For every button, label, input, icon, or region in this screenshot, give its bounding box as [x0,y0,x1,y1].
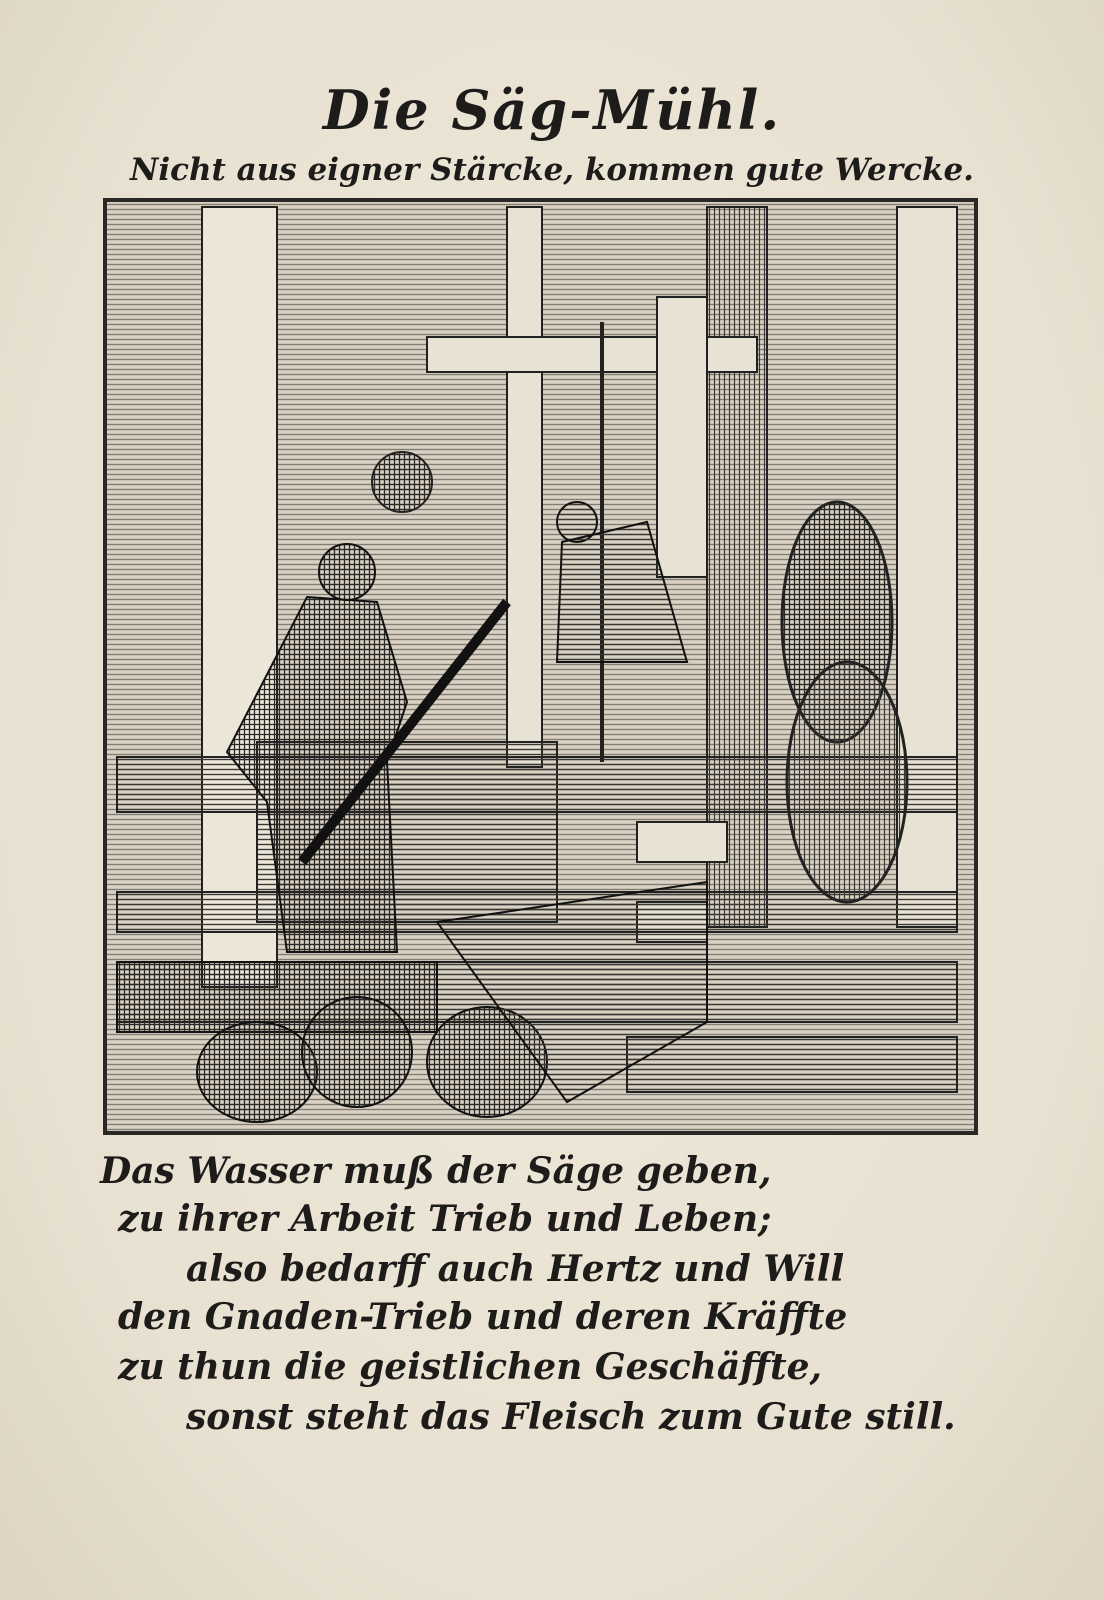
verse-line: den Gnaden-Trieb und deren Kräffte [118,1296,848,1338]
verse-line: zu ihrer Arbeit Trieb und Leben; [118,1198,772,1240]
verse-line: zu thun die geistlichen Geschäffte, [118,1346,823,1388]
verse-line: Das Wasser muß der Säge geben, [100,1150,772,1192]
engraving-sawmill [103,198,978,1135]
page-title: Die Säg-Mühl. [322,78,782,142]
weight [372,452,432,512]
motto: Nicht aus eigner Stärcke, kommen gute Wercke. [130,152,974,188]
verse-line: sonst steht das Fleisch zum Gute still. [186,1396,956,1438]
verse-line: also bedarff auch Hertz und Will [186,1248,845,1290]
